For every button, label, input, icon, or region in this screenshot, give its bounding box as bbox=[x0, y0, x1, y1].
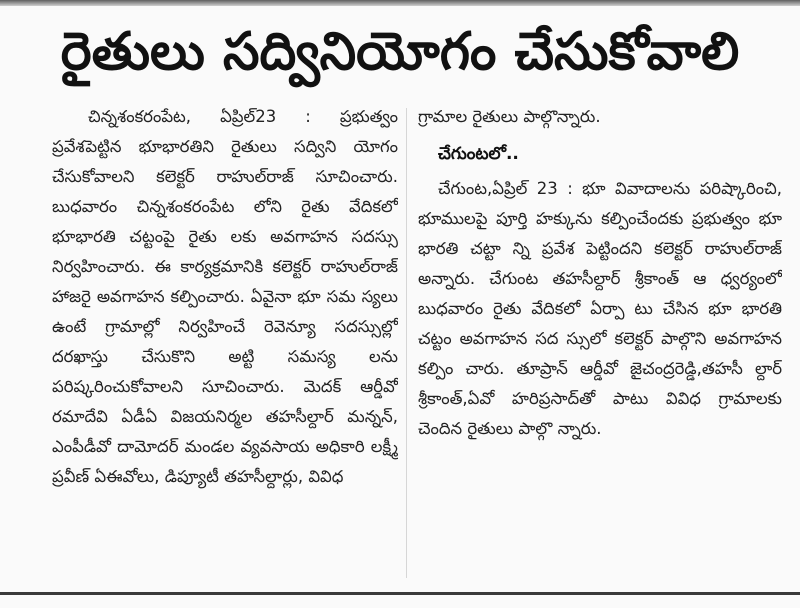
left-article-paragraph: చిన్నశంకరంపేట, ఏప్రిల్23 : ప్రభుత్వం ప్రవేశపెట్టిన భూభారతిని రైతులు సద్విని యోగం చేసుకోవాలని కలెక్టర్ రాహుల్‌రాజ్ సూచించారు. బుధవారం చిన్నశంకరంపేట లోని రైతు వేదికలో భూభారతి చట్టంపై రైతు లకు అవగాహన సదస్సు నిర్వహించారు. ఈ కార్యక్రమానికి కలెక్టర్ రాహుల్‌రాజ్ హాజరై అవగాహన కల్పించారు. ఏవైనా భూ సమ స్యలు ఉంటే గ్రామాల్లో నిర్వహించే రెవెన్యూ సదస్సుల్లో దరఖాస్తు చేసుకొని అట్టి సమస్య లను పరిష్కరించుకోవాలని సూచించారు. మెదక్ ఆర్డీవో రమాదేవి ఏడీఏ విజయనిర్మల తహసీల్దార్ మన్నన్, ఎంపీడీవో దామోదర్ మండల వ్యవసాయ అధికారి లక్ష్మీ ప్రవీణ్ ఏఈవోలు, డిప్యూటీ తహసీల్దార్లు, వివిధ bbox=[52, 107, 398, 486]
subhead: చేగుంటలో.. bbox=[438, 144, 519, 164]
right-column bbox=[418, 102, 782, 562]
bottom-rule bbox=[0, 592, 800, 595]
top-rule bbox=[0, 0, 800, 6]
left-column bbox=[52, 102, 398, 590]
continuation-text: గ్రామాల రైతులు పాల్గొన్నారు. bbox=[418, 107, 601, 126]
right-article-paragraph: చేగుంట,ఏప్రిల్ 23 : భూ వివాదాలను పరిష్కారించి, భూములపై పూర్తి హక్కును కల్పించేందకు ప్రభుత్వం భూ భారతి చట్టా న్ని ప్రవేశ పెట్టిందని కలెక్టర్ రాహుల్‌రాజ్ అన్నారు. చేగుంట తహసీల్దార్ శ్రీకాంత్ ఆ ధ్వర్యంలో బుధవారం రైతు వేదికలో ఏర్పా టు చేసిన భూ భారతి చట్టం అవగాహన సద స్సులో కలెక్టర్ పాల్గొని అవగాహన కల్పిం చారు. తూప్రాన్ ఆర్డీవో జైచంద్రరెడ్డి,తహసీ ల్దార్ శ్రీకాంత్,ఏవో హరిప్రసాద్‌తో పాటు వివిధ గ్రామాలకు చెందిన రైతులు పాల్గొ న్నారు. bbox=[418, 179, 782, 438]
headline: రైతులు సద్వినియోగం చేసుకోవాలి bbox=[60, 22, 740, 82]
column-divider bbox=[406, 108, 407, 578]
